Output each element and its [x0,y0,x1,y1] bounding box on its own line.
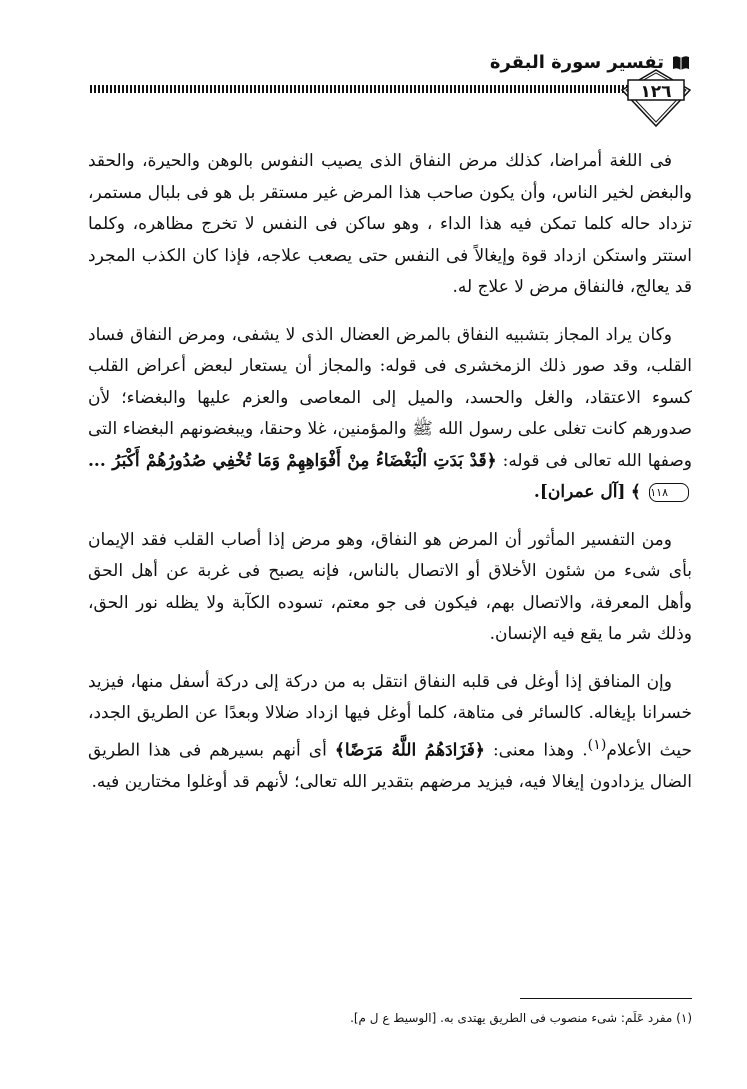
quran-verse-2: ﴿فَزَادَهُمُ اللَّهُ مَرَضًا﴾ [334,740,485,761]
footnote-marker: (١) [587,736,607,753]
paragraph-2-text: وكان يراد المجاز بتشبيه النفاق بالمرض العضال الذى لا يشفى، ومرض النفاق فساد القلب، وقد صور ذلك الزمخشرى فى قوله: والمجاز أن يستعار لبعض أعراض القلب كسوء الاعتقاد، والغل والحسد، والميل إلى المعاصى والعزم عليها والبغضاء؛ لأن صدورهم كانت تغلى على رسول الله ﷺ والمؤمنين، غلا وحنقا، ويبغضونهم البغضاء التى وصفها الله تعالى فى قوله: [88,324,692,471]
main-text [88,146,692,814]
page-number: ١٢٦ [640,82,672,102]
quran-verse-close: ﴾ [630,482,641,502]
page-header [90,52,690,92]
footnote-divider [520,998,692,999]
quran-verse: ﴿قَدْ بَدَتِ الْبَغْضَاءُ مِنْ أَفْوَاهِهِمْ وَمَا تُخْفِي صُدُورُهُمْ أَكْبَرُ ... [88,450,497,471]
footnote: (١) مفرد عَلَم: شىء منصوب فى الطريق يهتدى به. [الوسيط ع ل م]. [350,1011,692,1025]
running-header-title: تفسير سورة البقرة [489,52,664,73]
paragraph-4 [88,667,692,799]
paragraph-1: فى اللغة أمراضا، كذلك مرض النفاق الذى يصيب النفوس بالوهن والحيرة، والحقد والبغض لخير الناس، وأن يكون صاحب هذا المرض غير مستقر بل هو فى بلبال مستمر، تزداد حاله كلما تمكن فيه هذا الداء ، وهو ساكن فى النفس لا تخرج مظاهره، وكلما استتر واستكن ازداد قوة وإيغالاً فى النفس حتى يصعب علاجه، فإذا كان الكذب المجرد قد يعالج، فالنفاق مرض لا علاج له. [88,151,692,297]
surah-reference: [آل عمران]. [533,482,626,502]
paragraph-3: ومن التفسير المأثور أن المرض هو النفاق، وهو مرض إذا أصاب القلب فقد الإيمان بأى شىء من شئون الأخلاق أو الاتصال بالناس، فإنه يصبح فى غربة عن أهل الحق وأهل المعرفة، والاتصال بهم، فيكون فى جو معتم، تسوده الكآبة ولا يظله نور الحق، وذلك شر ما يقع فيه الإنسان. [88,529,692,644]
paragraph-4-text-c: أى أنهم بسيرهم فى هذا الطريق الضال يزدادون إيغالا فيه، فيزيد مرضهم بتقدير الله تعالى؛ لأنهم قد أوغلوا مختارين فيه. [88,740,692,792]
page-number-badge [618,68,694,128]
ayah-number-marker: ١١٨ [649,483,689,502]
paragraph-4-text-b: . وهذا معنى: [492,740,588,761]
paragraph-2 [88,320,692,509]
header-decorative-rule [90,85,630,93]
paragraph-4-text-a: وإن المنافق إذا أوغل فى قلبه النفاق انتقل به من دركة إلى دركة أسفل منها، فيزيد خسرانا بإيغاله. كالسائر فى متاهة، كلما أوغل فيها ازداد ضلالا وبعدًا عن الطريق الجدد، حيث الأعلام [88,671,692,761]
